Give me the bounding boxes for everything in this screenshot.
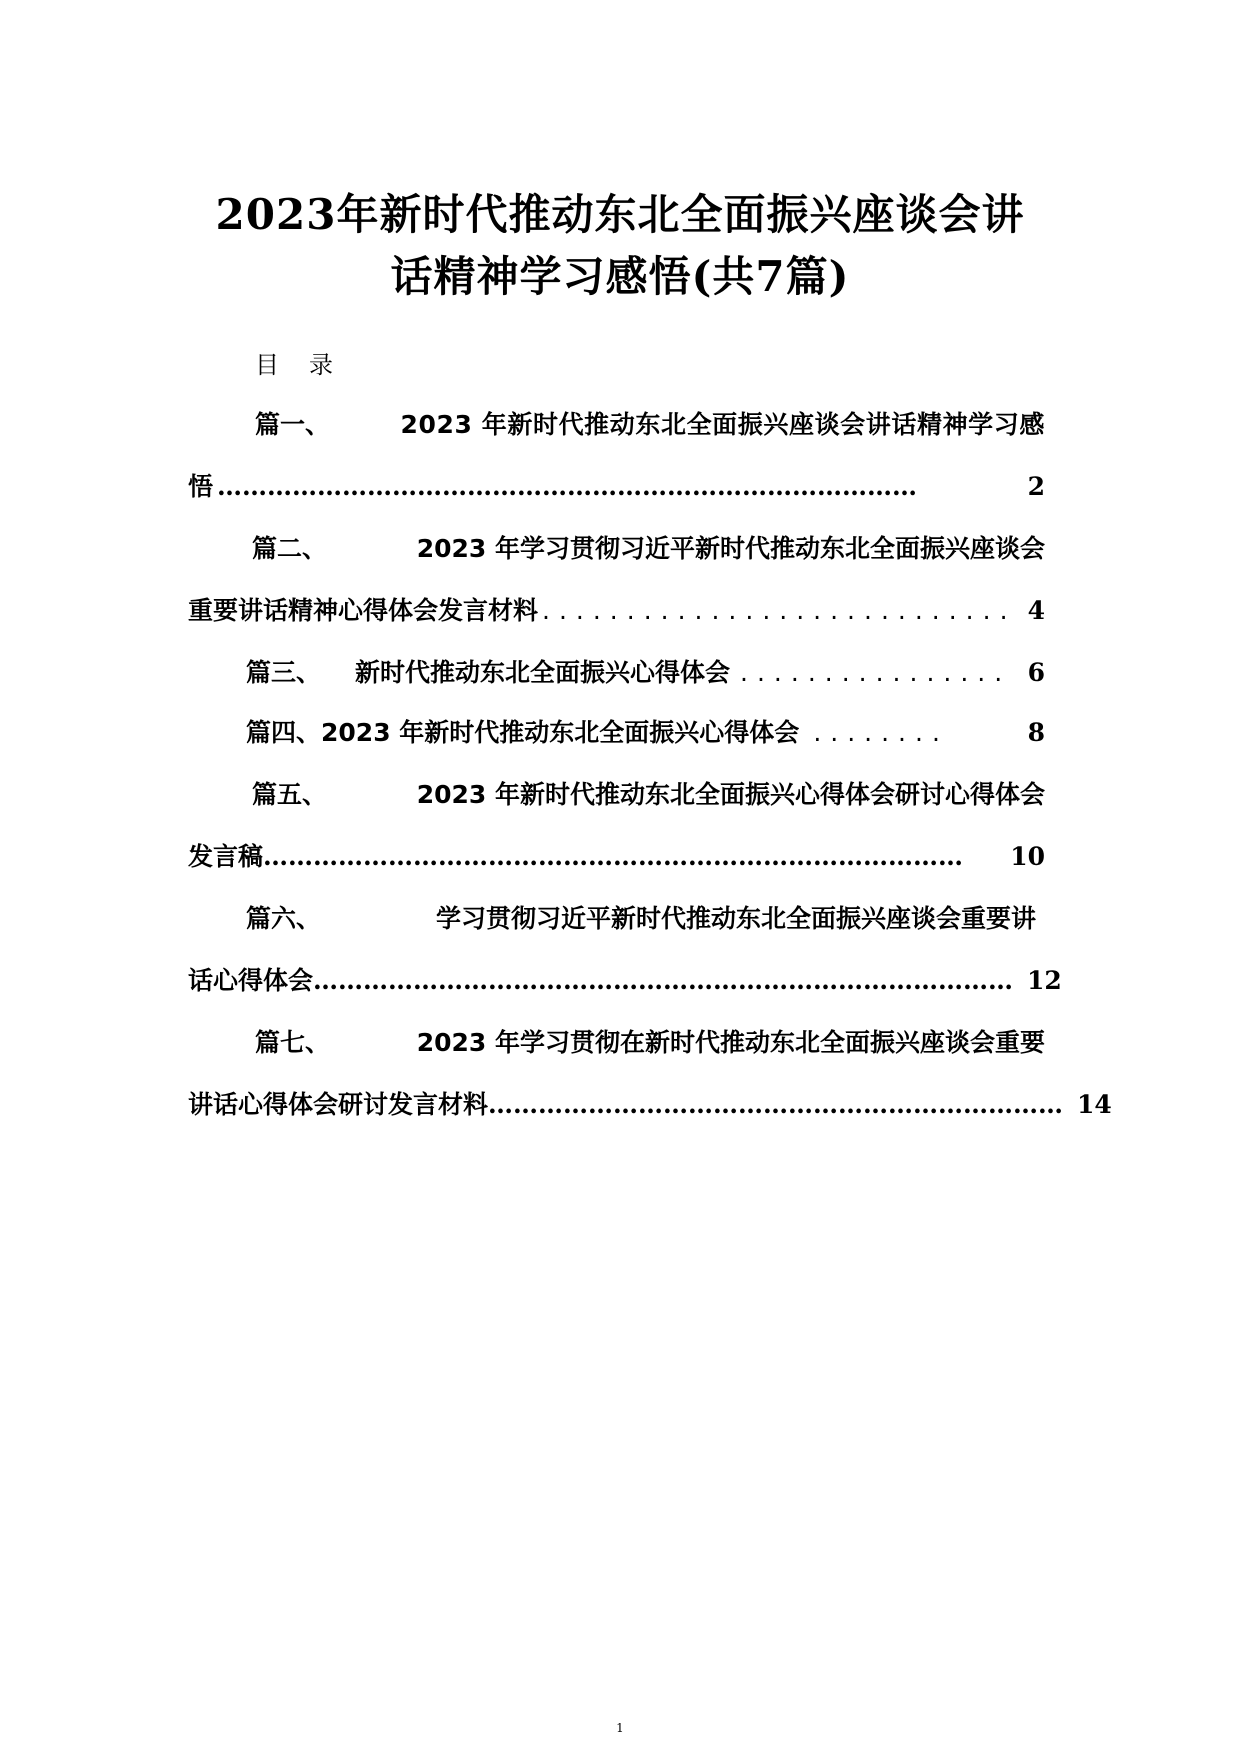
toc-entry-7-line-2[interactable]: [188, 1088, 1112, 1122]
toc-entry-3-prefix: 篇三、: [246, 658, 322, 687]
toc-entry-3-leader: ................: [740, 658, 1012, 687]
toc-entry-6-title: 学习贯彻习近平新时代推动东北全面振兴座谈会重要讲: [435, 904, 1036, 933]
toc-entry-6-leader: …………………………………………………………………………: [313, 966, 1014, 995]
toc-heading: 目录: [255, 351, 363, 379]
toc-entry-2-page: 4: [1027, 596, 1045, 625]
toc-entry-1-page: 2: [1027, 472, 1045, 501]
toc-entry-2-leader: ............................: [542, 596, 1017, 625]
toc-entry-3[interactable]: [246, 656, 1045, 690]
toc-entry-2-title: 2023 年学习贯彻习近平新时代推动东北全面振兴座谈会: [416, 534, 1045, 563]
toc-entry-1-line-1[interactable]: [255, 408, 1045, 442]
toc-entry-5-leader: …………………………………………………………………………: [263, 842, 964, 871]
toc-entry-4-leader: ........: [813, 718, 949, 747]
toc-entry-5-title-cont: 发言稿: [188, 842, 264, 871]
toc-entry-2-line-2[interactable]: [188, 594, 1045, 628]
document-title-line-2: 话精神学习感悟(共7篇): [390, 252, 850, 301]
toc-entry-2-line-1[interactable]: [252, 532, 1045, 566]
toc-entry-7-line-1[interactable]: [255, 1026, 1045, 1060]
toc-entry-1-title-cont: 悟: [188, 472, 214, 501]
toc-entry-1-leader: …………………………………………………………………………: [217, 472, 918, 501]
toc-entry-6-page: 12: [1027, 966, 1062, 995]
toc-entry-7-title: 2023 年学习贯彻在新时代推动东北全面振兴座谈会重要: [416, 1028, 1045, 1057]
toc-entry-4-prefix: 篇四、: [246, 718, 322, 747]
toc-entry-5-line-2[interactable]: [188, 840, 1045, 874]
toc-entry-3-title: 新时代推动东北全面振兴心得体会: [355, 658, 731, 687]
toc-entry-7-title-cont: 讲话心得体会研讨发言材料: [188, 1090, 489, 1119]
toc-entry-2-prefix: 篇二、: [252, 534, 328, 563]
toc-entry-1-line-2[interactable]: [188, 470, 1045, 504]
toc-entry-4-title: 2023 年新时代推动东北全面振兴心得体会: [321, 718, 800, 747]
toc-entry-1-title: 2023 年新时代推动东北全面振兴座谈会讲话精神学习感: [400, 410, 1045, 439]
document-title-line-1: 2023年新时代推动东北全面振兴座谈会讲: [215, 190, 1025, 239]
toc-entry-7-leader: ……………………………………………………………: [488, 1090, 1064, 1119]
toc-entry-4[interactable]: [246, 716, 1045, 750]
page-number: 1: [616, 1721, 624, 1735]
toc-entry-5-page: 10: [1010, 842, 1045, 871]
toc-entry-5-prefix: 篇五、: [252, 780, 328, 809]
toc-entry-5-line-1[interactable]: [252, 778, 1045, 812]
toc-entry-3-page: 6: [1027, 658, 1045, 687]
toc-entry-7-page: 14: [1077, 1090, 1112, 1119]
toc-entry-6-title-cont: 话心得体会: [188, 966, 314, 995]
toc-entry-6-prefix: 篇六、: [246, 904, 322, 933]
toc-entry-2-title-cont: 重要讲话精神心得体会发言材料: [188, 596, 539, 625]
toc-entry-7-prefix: 篇七、: [255, 1028, 331, 1057]
toc-entry-1-prefix: 篇一、: [255, 410, 331, 439]
toc-entry-4-page: 8: [1027, 718, 1045, 747]
toc-entry-5-title: 2023 年新时代推动东北全面振兴心得体会研讨心得体会: [416, 780, 1045, 809]
toc-entry-6-line-1[interactable]: [246, 902, 1036, 936]
toc-entry-6-line-2[interactable]: [188, 964, 1062, 998]
